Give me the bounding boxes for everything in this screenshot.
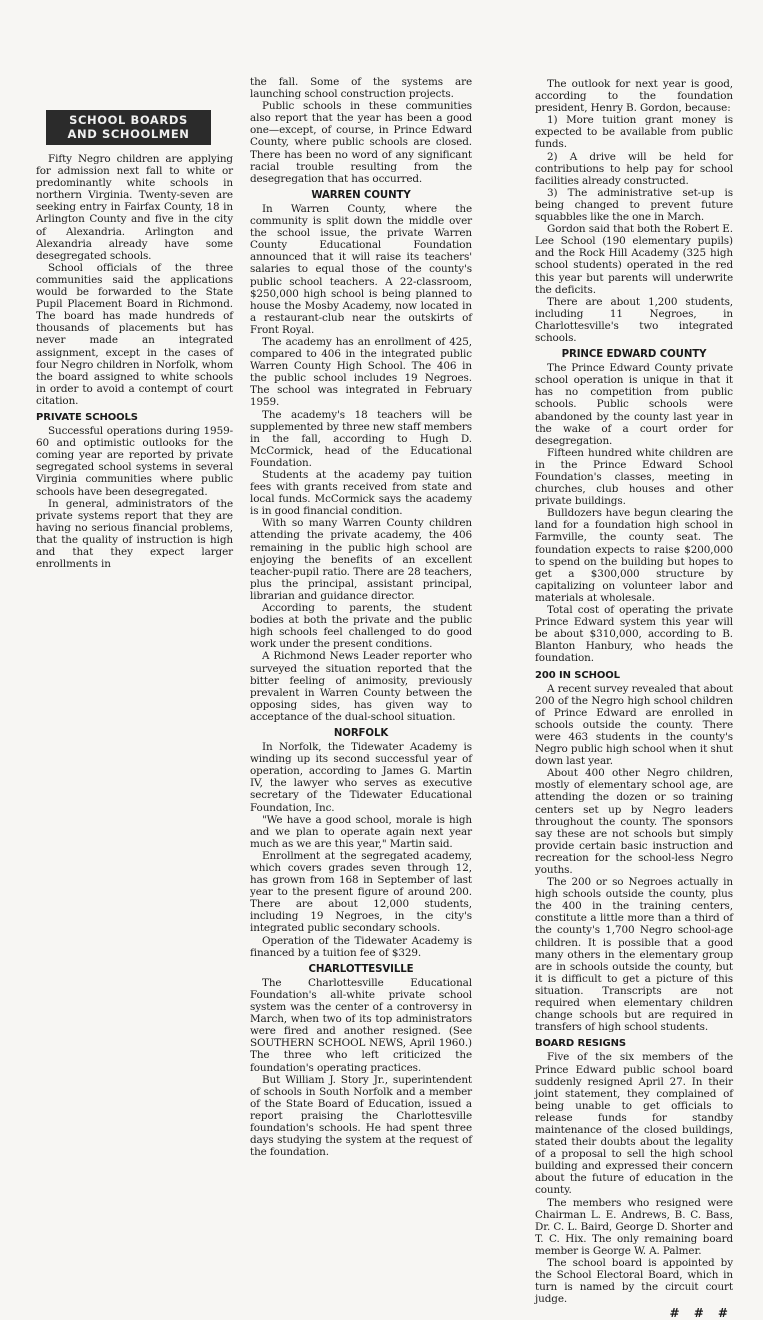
paragraph: 1) More tuition grant money is expected to be available from public funds. <box>535 114 733 151</box>
paragraph: Enrollment at the segregated academy, which covers grades seven through 12, has grown from 168 in September of last year to the present figure of around 200. There are about 12,000 students, including 19 Negroes, in the city's integrated public secondary schools. <box>250 849 472 935</box>
paragraph: Students at the academy pay tuition fees with grants received from state and local funds. McCormick says the academy is in good financial condition. <box>250 469 472 518</box>
paragraph: In Norfolk, the Tidewater Academy is winding up its second successful year of operation, according to James G. Martin IV, the lawyer who serves as executive secretary of the Tidewater Educational Foundation, Inc. <box>250 741 472 814</box>
paragraph: Five of the six members of the Prince Edward public school board suddenly resigned April 27. In their joint statement, they complained of being unable to get officials to release funds for standby maintenance of the closed buildings, stated their doubts about the legality of a proposal to sell the high school building and expressed their concern about the future of education in the county. <box>535 1051 733 1197</box>
column-2 <box>250 76 472 1158</box>
heading-200-in-school: 200 IN SCHOOL <box>535 669 620 681</box>
paragraph: 3) The administrative set-up is being changed to prevent future squabbles like the one in March. <box>535 186 733 224</box>
banner-line-2: AND SCHOOLMEN <box>67 127 190 141</box>
heading-warren-county: WARREN COUNTY <box>311 189 411 201</box>
paragraph: In Warren County, where the community is split down the middle over the school issue, the private Warren County Educational Foundation announced that it will raise its teachers' salaries to equal those of the county's public school teachers. A 22-classroom, $250,000 high school is being planned to house the Mosby Academy, now located in a restaurant-club near the outskirts of Front Royal. <box>250 202 472 336</box>
paragraph: The academy has an enrollment of 425, compared to 406 in the integrated public Warren County High School. The 406 in the public school includes 19 Negroes. The school was integrated in February 1959. <box>250 335 472 409</box>
paragraph: Total cost of operating the private Prince Edward system this year will be about $310,000, according to B. Blanton Hanbury, who heads the foundation. <box>535 604 733 665</box>
paragraph: The 200 or so Negroes actually in high schools outside the county, plus the 400 in the training centers, constitute a little more than a third of the county's 1,700 Negro school-age children. It is possible that a good many others in the elementary group are in schools outside the county, but it is difficult to get a picture of this situation. Transcripts are not required when elementary children change schools but are required in transfers of high school students. <box>535 876 733 1034</box>
paragraph: Successful operations during 1959-60 and optimistic outlooks for the coming year are reported by private segregated school systems in several Virginia communities where public schools have been desegregated. <box>36 425 233 498</box>
heading-prince-edward-county: PRINCE EDWARD COUNTY <box>561 349 707 361</box>
paragraph: "We have a good school, morale is high and we plan to operate again next year much as we are this year," Martin said. <box>250 813 472 850</box>
paragraph: In general, administrators of the private systems report that they are having no serious financial problems, that the quality of instruction is high and that they expect larger enrollments in <box>36 497 233 571</box>
section-banner <box>46 110 211 145</box>
end-mark: # # # <box>669 1306 733 1320</box>
paragraph: The academy's 18 teachers will be supplemented by three new staff members in the fall, according to Hugh D. McCormick, head of the Educational Foundation. <box>250 408 472 469</box>
paragraph: 2) A drive will be held for contributions to help pay for school facilities already constructed. <box>535 150 733 187</box>
heading-board-resigns: BOARD RESIGNS <box>535 1038 627 1050</box>
paragraph: School officials of the three communities said the applications would be forwarded to the State Pupil Placement Board in Richmond. The board has made hundreds of thousands of placements but has never made an integrated assignment, except in the cases of four Negro children in Norfolk, whom the board assigned to white schools in order to avoid a contempt of court citation. <box>36 261 233 407</box>
paragraph: Fifteen hundred white children are in the Prince Edward School Foundation's classes, meeting in churches, club houses and other private buildings. <box>535 446 733 508</box>
paragraph: Public schools in these communities also report that the year has been a good one—except, of course, in Prince Edward County, where public schools are closed. There has been no word of any significant racial trouble resulting from the desegregation that has occurred. <box>250 100 472 185</box>
paragraph: A recent survey revealed that about 200 of the Negro high school children of Prince Edward are enrolled in schools outside the county. There were 463 students in the county's Negro public high school when it shut down last year. <box>535 682 734 768</box>
paragraph: The Prince Edward County private school operation is unique in that it has no competition from public schools. Public schools were abandoned by the county last year in the wake of a court order for desegregation. <box>535 362 733 447</box>
heading-private-schools: PRIVATE SCHOOLS <box>36 411 138 423</box>
paragraph: The members who resigned were Chairman L. E. Andrews, B. C. Bass, Dr. C. L. Baird, George D. Shorter and T. C. Hix. The only remaining board member is George W. A. Palmer. <box>535 1196 733 1257</box>
paragraph: Bulldozers have begun clearing the land for a foundation high school in Farmville, the county seat. The foundation expects to raise $200,000 to spend on the building but hopes to get a $300,000 structure by capitalizing on volunteer labor and materials at wholesale. <box>535 507 733 604</box>
paragraph: But William J. Story Jr., superintendent of schools in South Norfolk and a member of the State Board of Education, issued a report praising the Charlottesville foundation's schools. He had spent three days studying the system at the request of the foundation. <box>250 1073 472 1159</box>
paragraph: The outlook for next year is good, according to the foundation president, Henry B. Gordon, because: <box>535 78 733 115</box>
paragraph: Fifty Negro children are applying for admission next fall to white or predominantly white schools in northern Virginia. Twenty-seven are seeking entry in Fairfax County, 18 in Arlington County and five in the city of Alexandria. Arlington and Alexandria already have some desegregated schools. <box>36 153 233 262</box>
heading-norfolk: NORFOLK <box>333 727 389 739</box>
heading-charlottesville: CHARLOTTESVILLE <box>308 963 414 975</box>
column-3 <box>535 78 733 1319</box>
paragraph: the fall. Some of the systems are launching school construction projects. <box>250 76 472 101</box>
paragraph: According to parents, the student bodies at both the private and the public high schools feel challenged to do good work under the present conditions. <box>250 602 472 651</box>
banner-line-1: SCHOOL BOARDS <box>69 113 188 127</box>
paragraph: A Richmond News Leader reporter who surveyed the situation reported that the bitter feeling of animosity, previously prevalent in Warren County between the opposing sides, has given way to acceptance of the dual-school situation. <box>250 650 472 723</box>
paragraph: With so many Warren County children attending the private academy, the 406 remaining in the public high school are enjoying the benefits of an excellent teacher-pupil ratio. There are 28 teachers, plus the principal, assistant principal, librarian and guidance director. <box>250 517 472 602</box>
paragraph: Operation of the Tidewater Academy is financed by a tuition fee of $329. <box>250 934 472 959</box>
paragraph: There are about 1,200 students, including 11 Negroes, in Charlottesville's two integrated schools. <box>535 295 733 344</box>
paragraph: About 400 other Negro children, mostly of elementary school age, are attending the dozen or so training centers set up by Negro leaders throughout the county. The sponsors say these are not schools but simply provide certain basic instruction and recreation for the school-less Negro youths. <box>535 767 733 876</box>
paragraph: The Charlottesville Educational Foundation's all-white private school system was the center of a controversy in March, when two of its top administrators were fired and another resigned. (See SOUTHERN SCHOOL NEWS, April 1960.) The three who left criticized the foundation's operating practices. <box>250 976 472 1074</box>
column-1 <box>36 110 233 570</box>
paragraph: Gordon said that both the Robert E. Lee School (190 elementary pupils) and the Rock Hill Academy (325 high school students) operated in the red this year but parents will underwrite the deficits. <box>535 223 733 296</box>
paragraph: The school board is appointed by the School Electoral Board, which in turn is named by the circuit court judge. <box>535 1257 733 1306</box>
